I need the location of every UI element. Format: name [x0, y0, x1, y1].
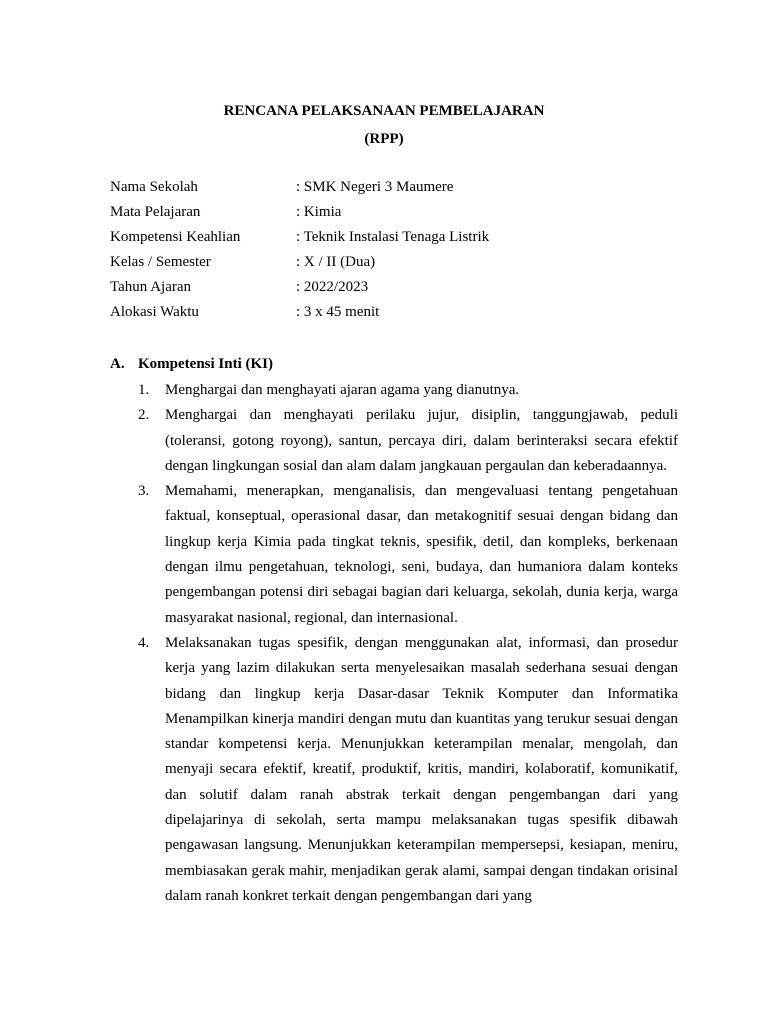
- list-item: [110, 378, 678, 403]
- info-row-time: [110, 302, 670, 327]
- list-text: Menghargai dan menghayati perilaku jujur, disiplin, tanggungjawab, peduli (toleransi, gotong royong), santun, percaya diri, dalam berinteraksi secara efektif dengan lingkungan sosial dan alam dalam jangkauan pergaulan dan keberadaannya.: [165, 407, 678, 474]
- info-value: : 2022/2023: [296, 279, 369, 295]
- list-number: 2.: [138, 407, 150, 424]
- list-item: [110, 403, 678, 479]
- info-value: : Teknik Instalasi Tenaga Listrik: [296, 229, 490, 245]
- info-value: : 3 x 45 menit: [296, 304, 380, 320]
- section-letter: A.: [110, 356, 125, 372]
- list-number: 4.: [138, 634, 150, 651]
- info-value: : Kimia: [296, 204, 342, 220]
- competency-list: [110, 378, 678, 909]
- info-label: Nama Sekolah: [110, 179, 198, 195]
- info-label: Alokasi Waktu: [110, 304, 199, 320]
- list-text: Memahami, menerapkan, menganalisis, dan mengevaluasi tentang pengetahuan faktual, konseptual, operasional dasar, dan metakognitif sesuai dengan bidang dan lingkup kerja Kimia pada tingkat teknis, spesifik, detil, dan kompleks, berkenaan dengan ilmu pengetahuan, teknologi, seni, budaya, dan humaniora dalam konteks pengembangan potensi diri sebagai bagian dari keluarga, sekolah, dunia kerja, warga masyarakat nasional, regional, dan internasional.: [165, 483, 678, 626]
- list-text: Menghargai dan menghayati ajaran agama yang dianutnya.: [165, 382, 520, 398]
- info-label: Kelas / Semester: [110, 254, 211, 270]
- info-row-school: [110, 177, 670, 202]
- info-row-subject: [110, 202, 670, 227]
- list-number: 3.: [138, 483, 150, 500]
- info-row-year: [110, 277, 670, 302]
- info-label: Tahun Ajaran: [110, 279, 192, 295]
- info-value: : X / II (Dua): [296, 254, 376, 270]
- info-row-class: [110, 252, 670, 277]
- info-label: Kompetensi Keahlian: [110, 229, 241, 245]
- info-value: : SMK Negeri 3 Maumere: [296, 179, 454, 195]
- list-item: [110, 479, 678, 631]
- identity-table: [110, 177, 670, 327]
- list-number: 1.: [138, 382, 150, 398]
- document-subtitle: (RPP): [364, 131, 404, 147]
- list-text: Melaksanakan tugas spesifik, dengan menggunakan alat, informasi, dan prosedur kerja yang lazim dilakukan serta menyelesaikan masalah sederhana sesuai dengan bidang dan lingkup kerja Dasar-dasar Teknik Komputer dan Informatika Menampilkan kinerja mandiri dengan mutu dan kuantitas yang terukur sesuai dengan standar kompetensi kerja. Menunjukkan keterampilan menalar, mengolah, dan menyaji secara efektif, kreatif, produktif, kritis, mandiri, kolaboratif, komunikatif, dan solutif dalam ranah abstrak terkait dengan pengembangan dari yang dipelajarinya di sekolah, serta mampu melaksanakan tugas spesifik dibawah pengawasan langsung. Menunjukkan keterampilan mempersepsi, kesiapan, meniru, membiasakan gerak mahir, menjadikan gerak alami, sampai dengan tindakan orisinal dalam ranah konkret terkait dengan pengembangan dari yang: [165, 634, 678, 904]
- info-label: Mata Pelajaran: [110, 204, 201, 220]
- document-title: RENCANA PELAKSANAAN PEMBELAJARAN: [223, 103, 545, 119]
- info-row-competency: [110, 227, 670, 252]
- section-core-competency: [110, 353, 678, 909]
- section-title: Kompetensi Inti (KI): [138, 356, 273, 372]
- list-item: [110, 631, 678, 909]
- section-heading: [110, 353, 678, 378]
